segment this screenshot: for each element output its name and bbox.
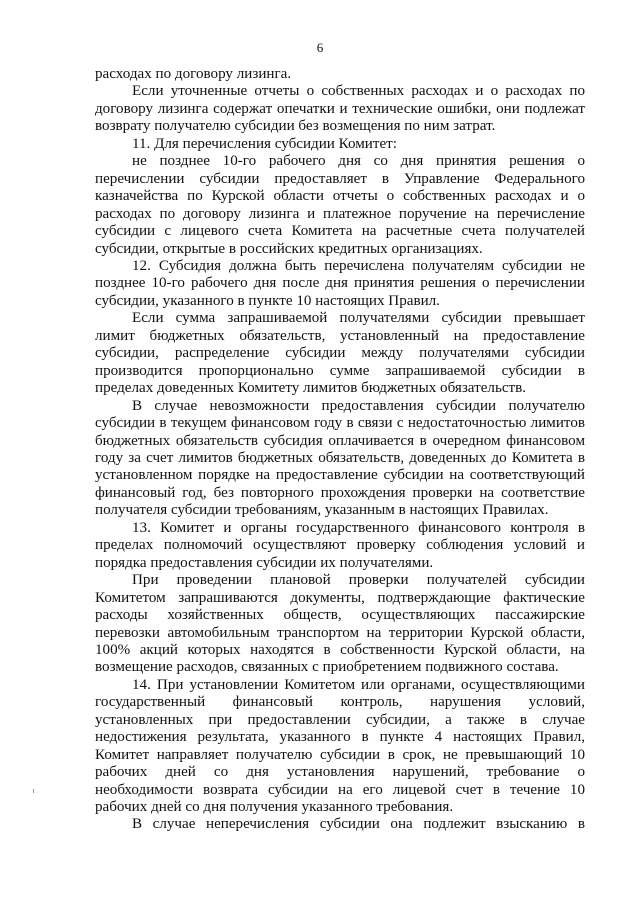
document-body <box>95 66 585 834</box>
paragraph-5: 12. Субсидия должна быть перечислена получателям субсидии не позднее 10-го рабочего дня после дня принятия решения о перечислении субсидии, указанного в пункте 10 настоящих Правил. <box>95 257 585 309</box>
paragraph-7: В случае невозможности предоставления субсидии получателю субсидии в текущем финансовом году в связи с недостаточностью лимитов бюджетных обязательств субсидия оплачивается в очередном финансовом году за счет лимитов бюджетных обязательств, доведенных до Комитета в установленном порядке на предоставление субсидии на соответствующий финансовый год, без повторного прохождения проверки на соответствие получателя субсидии требованиям, указанным в настоящих Правилах. <box>95 397 585 519</box>
paragraph-11: В случае неперечисления субсидии она подлежит взысканию в <box>132 816 585 833</box>
paragraph-2: Если уточненные отчеты о собственных расходах и о расходах по договору лизинга содержат опечатки и технические ошибки, они подлежат возврату получателю субсидии без возмещения по ним затрат. <box>95 83 585 135</box>
scan-margin-mark <box>33 789 34 793</box>
paragraph-8: 13. Комитет и органы государственного финансового контроля в пределах полномочий осуществляют проверку соблюдения условий и порядка предоставления субсидии их получателями. <box>95 519 585 571</box>
paragraph-10: 14. При установлении Комитетом или органами, осуществляющими государственный финансовый контроль, нарушения условий, установленных при предоставлении субсидии, а также в случае недостижения результата, указанного в пункте 4 настоящих Правил, Комитет направляет получателю субсидии в срок, не превышающий 10 рабочих дней со дня установления нарушений, требование о необходимости возврата субсидии на его лицевой счет в течение 10 рабочих дней со дня получения указанного требования. <box>95 676 585 816</box>
paragraph-6: Если сумма запрашиваемой получателями субсидии превышает лимит бюджетных обязательств, установленный на предоставление субсидии, распределение субсидии между получателями субсидии производится пропорционально сумме запрашиваемой субсидии в пределах доведенных Комитету лимитов бюджетных обязательств. <box>95 310 585 397</box>
page-number: 6 <box>316 40 324 55</box>
paragraph-3: 11. Для перечисления субсидии Комитет: <box>132 135 397 152</box>
paragraph-4: не позднее 10-го рабочего дня со дня принятия решения о перечислении субсидии предоставляет в Управление Федерального казначейства по Курской области отчеты о собственных расходах и о расходах по договору лизинга и платежное поручение на перечисление субсидии с лицевого счета Комитета на расчетные счета получателей субсидии, открытые в российских кредитных организациях. <box>95 153 585 257</box>
paragraph-9: При проведении плановой проверки получателей субсидии Комитетом запрашиваются документы, подтверждающие фактические расходы хозяйственных обществ, осуществляющих пассажирские перевозки автомобильным транспортом на территории Курской области, 100% акций которых находятся в собственности Курской области, на возмещение расходов, связанных с приобретением подвижного состава. <box>95 572 585 676</box>
paragraph-1: расходах по договору лизинга. <box>95 66 292 82</box>
